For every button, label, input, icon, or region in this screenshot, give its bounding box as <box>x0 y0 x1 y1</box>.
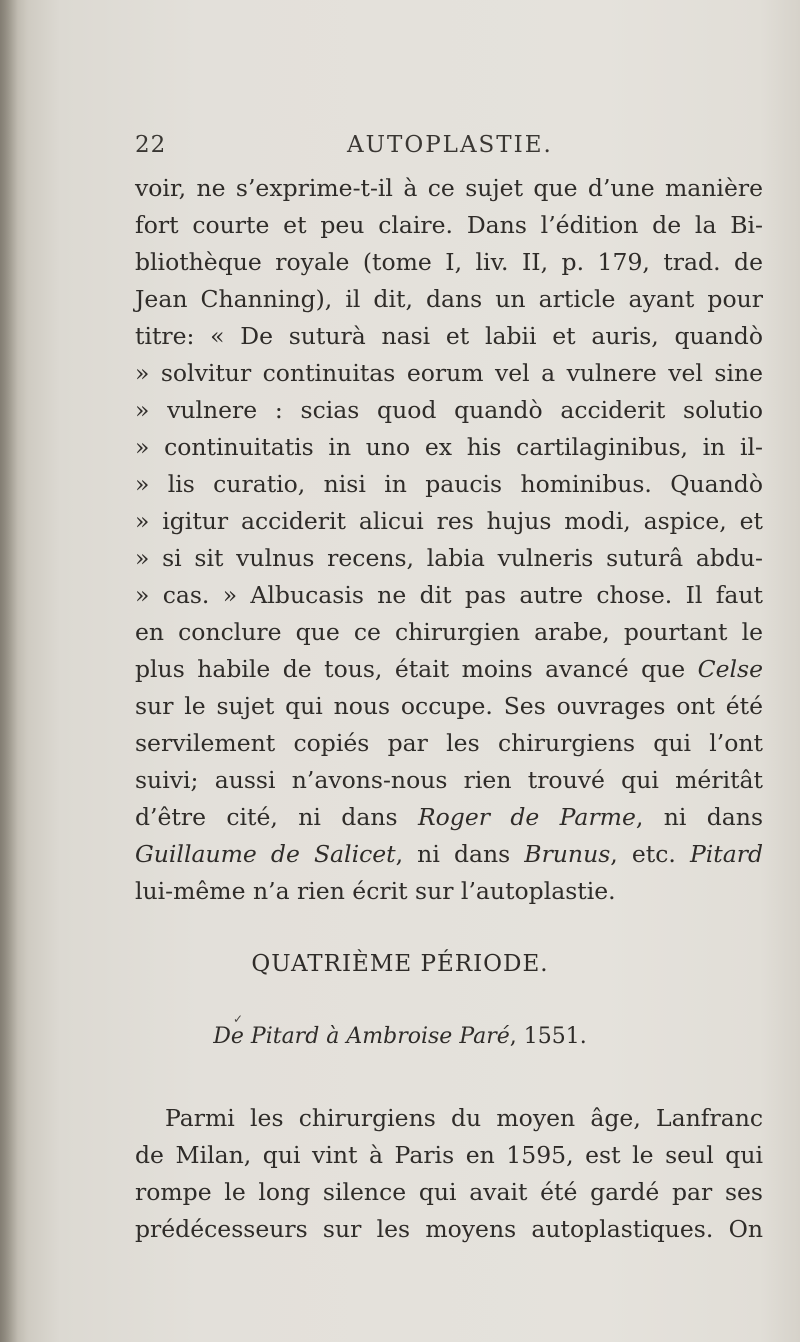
text-line: » lis curatio, nisi in paucis hominibus. Quandò <box>135 470 763 498</box>
text-line: » vulnere : scias quod quandò acciderit solutio <box>135 396 763 424</box>
text-line: Parmi les chirurgiens du moyen âge, Lanfranc <box>165 1104 763 1132</box>
text-segment: plus habile de tous, était moins avancé que <box>135 655 698 683</box>
italic-name-celse: Celse <box>697 655 763 683</box>
page-number: 22 <box>135 132 167 158</box>
running-title: AUTOPLASTIE. <box>347 132 553 158</box>
text-line: bliothèque royale (tome I, liv. II, p. 179, trad. de <box>135 248 763 276</box>
section-subtitle <box>0 1024 800 1049</box>
running-head <box>135 132 775 166</box>
text-line: de Milan, qui vint à Paris en 1595, est le seul qui <box>135 1141 763 1169</box>
text-line: sur le sujet qui nous occupe. Ses ouvrages ont été <box>135 692 763 720</box>
text-segment: d’être cité, ni dans <box>135 803 418 831</box>
text-segment: , ni dans <box>395 840 525 868</box>
section-subtitle-date: , 1551. <box>509 1024 587 1049</box>
text-line: fort courte et peu claire. Dans l’édition de la Bi- <box>135 211 763 239</box>
italic-name-salicet: Guillaume de Salicet <box>135 840 396 868</box>
text-line: » solvitur continuitas eorum vel a vulnere vel sine <box>135 359 763 387</box>
section-subtitle-italic: De Pitard à Ambroise Paré <box>213 1024 510 1049</box>
text-line <box>135 651 763 687</box>
text-segment: , etc. <box>610 840 690 868</box>
text-line: » si sit vulnus recens, labia vulneris suturâ abdu- <box>135 544 763 572</box>
italic-name-pitard: Pitard <box>689 840 763 868</box>
text-line <box>135 836 763 872</box>
text-line: Jean Channing), il dit, dans un article ayant pour <box>135 285 763 313</box>
text-line: prédécesseurs sur les moyens autoplastiques. On <box>135 1215 763 1243</box>
text-line: » igitur acciderit alicui res hujus modi, aspice, et <box>135 507 763 535</box>
text-line: » cas. » Albucasis ne dit pas autre chose. Il faut <box>135 581 763 609</box>
italic-name-roger: Roger de Parme <box>417 803 636 831</box>
text-line: suivi; aussi n’avons-nous rien trouvé qui méritât <box>135 766 763 794</box>
text-line: titre: « De suturà nasi et labii et auris, quandò <box>135 322 763 350</box>
text-line: rompe le long silence qui avait été gardé par ses <box>135 1178 763 1206</box>
text-segment: , ni dans <box>635 803 764 831</box>
text-line: servilement copiés par les chirurgiens qui l’ont <box>135 729 763 757</box>
ink-speck: ✓ <box>233 1012 244 1026</box>
text-line <box>135 799 763 835</box>
text-line: » continuitatis in uno ex his cartilaginibus, in il- <box>135 433 763 461</box>
text-line: lui-même n’a rien écrit sur l’autoplastie. <box>135 877 616 905</box>
text-line: voir, ne s’exprime-t-il à ce sujet que d’une manière <box>135 174 763 202</box>
section-title: QUATRIÈME PÉRIODE. <box>251 951 549 977</box>
italic-name-brunus: Brunus <box>524 840 611 868</box>
text-line: en conclure que ce chirurgien arabe, pourtant le <box>135 618 763 646</box>
